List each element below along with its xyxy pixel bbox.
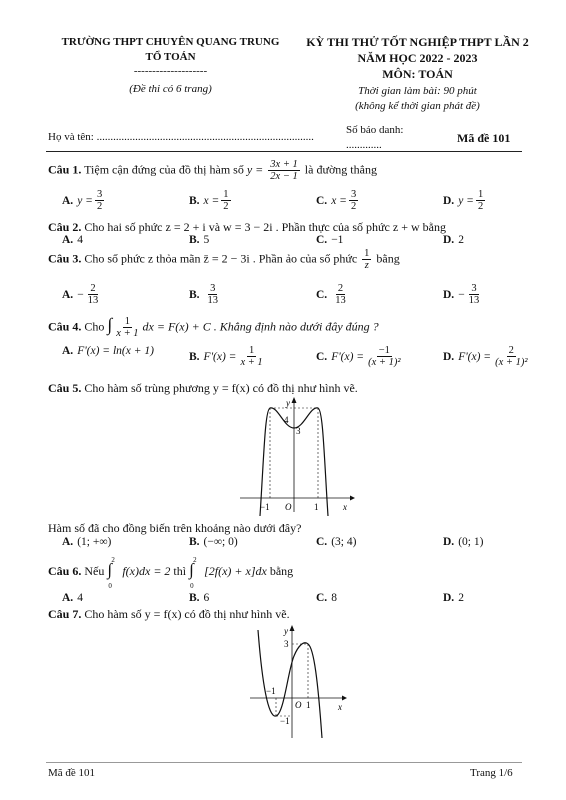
option-5d[interactable]: D. (0; 1) bbox=[443, 536, 484, 548]
cubic-graph bbox=[248, 622, 348, 740]
footer-page-number: Trang 1/6 bbox=[470, 767, 513, 779]
option-1b[interactable]: B. x = $\frac{1}{2}$ bbox=[189, 189, 229, 212]
option-4d[interactable]: D. F'(x) = $\frac{2}{\text{(x + 1)²}}$ bbox=[443, 345, 528, 368]
graph2-tick-3: 3 bbox=[284, 639, 289, 649]
question-6-text-pre: Nếu bbox=[84, 564, 105, 578]
question-1-func-lhs: y = bbox=[246, 162, 264, 177]
question-1-text: Tiệm cận đứng của đồ thị hàm số bbox=[84, 162, 244, 177]
option-6b[interactable]: B. 6 bbox=[189, 592, 210, 604]
header-dashes: -------------------- bbox=[133, 65, 208, 77]
question-6-mid: thì bbox=[173, 564, 187, 578]
option-6a[interactable]: A. 4 bbox=[62, 592, 83, 604]
graph2-y-label: y bbox=[284, 626, 288, 636]
question-7-label: Câu 7. bbox=[48, 607, 82, 621]
question-1-label: Câu 1. bbox=[48, 162, 82, 177]
graph1-tick-3: 3 bbox=[296, 426, 301, 436]
graph2-tick-1: 1 bbox=[306, 700, 311, 710]
graph2-y-arrow bbox=[290, 625, 295, 631]
student-id-dots: ............. bbox=[346, 139, 382, 151]
graph1-y-label: y bbox=[286, 398, 290, 408]
graph1-tick-4: 4 bbox=[284, 415, 289, 425]
question-1-tail: là đường thẳng bbox=[304, 162, 377, 177]
question-3-tail: bằng bbox=[376, 251, 400, 266]
option-3a[interactable]: A. − $\frac{2}{13}$ bbox=[62, 283, 99, 306]
question-6-label: Câu 6. bbox=[48, 564, 82, 578]
option-2b[interactable]: B. 5 bbox=[189, 234, 210, 246]
option-2c[interactable]: C. −1 bbox=[316, 234, 344, 246]
question-3-text: Cho số phức z thỏa mãn z̄ = 2 − 3i . Phần ảo của số phức bbox=[84, 251, 358, 266]
integral-2: 2 ∫ 0 bbox=[189, 556, 197, 590]
student-id-label: Số báo danh: bbox=[346, 124, 404, 136]
option-2a[interactable]: A. 4 bbox=[62, 234, 83, 246]
option-6d[interactable]: D. 2 bbox=[443, 592, 464, 604]
footer-divider bbox=[46, 762, 522, 763]
graph2-tick-m1: −1 bbox=[266, 686, 276, 696]
question-2-label: Câu 2. bbox=[48, 220, 82, 234]
question-5-label: Câu 5. bbox=[48, 381, 82, 395]
header-divider bbox=[46, 151, 522, 152]
integral-sign: ∫ bbox=[107, 314, 113, 335]
exam-time: Thời gian làm bài: 90 phút bbox=[358, 85, 477, 97]
question-1-func-num: 3x + 1 bbox=[270, 159, 298, 170]
graph1-x-label: x bbox=[343, 502, 347, 512]
graph1-x-arrow bbox=[350, 496, 355, 501]
graph2-x-arrow bbox=[342, 696, 347, 701]
question-6-int1: f(x)dx = 2 bbox=[122, 564, 171, 578]
graph1-tick-1: 1 bbox=[314, 502, 319, 512]
graph2-tick-ym1: −1 bbox=[280, 716, 290, 726]
question-1-func-den: 2x − 1 bbox=[270, 171, 298, 182]
integral-1: 2 ∫ 0 bbox=[107, 556, 115, 590]
question-4-label: Câu 4. bbox=[48, 319, 82, 334]
question-6-tail: bằng bbox=[269, 564, 294, 578]
question-7 bbox=[48, 607, 290, 621]
school-name: TRƯỜNG THPT CHUYÊN QUANG TRUNG bbox=[61, 36, 280, 48]
question-4-text-pre: Cho bbox=[84, 319, 105, 334]
footer-exam-code: Mã đề 101 bbox=[48, 767, 96, 779]
option-3d[interactable]: D. − $\frac{3}{13}$ bbox=[443, 283, 480, 306]
option-4c[interactable]: C. F'(x) = $\frac{-1}{\text{(x + 1)²}}$ bbox=[316, 345, 401, 368]
question-1 bbox=[48, 159, 377, 182]
graph2-x-label: x bbox=[338, 702, 342, 712]
exam-code: Mã đề 101 bbox=[457, 131, 511, 145]
option-6c[interactable]: C. 8 bbox=[316, 592, 337, 604]
option-5c[interactable]: C. (3; 4) bbox=[316, 536, 357, 548]
option-3b[interactable]: B. $\frac{3}{13}$ bbox=[189, 283, 219, 306]
option-1c[interactable]: C. x = $\frac{3}{2}$ bbox=[316, 189, 357, 212]
graph2-origin: O bbox=[295, 700, 302, 710]
graph1-origin: O bbox=[285, 502, 292, 512]
question-2-text: Cho hai số phức z = 2 + i và w = 3 − 2i . Phần thực của số phức z + w bằng bbox=[84, 220, 446, 234]
option-1d[interactable]: D. y = $\frac{1}{2}$ bbox=[443, 189, 484, 212]
option-2d[interactable]: D. 2 bbox=[443, 234, 464, 246]
question-5 bbox=[48, 381, 358, 395]
subject: MÔN: TOÁN bbox=[382, 67, 453, 81]
exam-time-note: (không kể thời gian phát đề) bbox=[355, 100, 480, 112]
option-1a[interactable]: A. y = $\frac{3}{2}$ bbox=[62, 189, 103, 212]
graph1-tick-m1: −1 bbox=[260, 502, 270, 512]
question-4: Câu 4. Cho ∫ $\frac{1}{x + 1}$ dx = F(x) + C . Khẳng định nào dưới đây đúng ? bbox=[48, 314, 379, 339]
quartic-graph bbox=[236, 394, 356, 516]
option-5b[interactable]: B. (−∞; 0) bbox=[189, 536, 238, 548]
graph2-curve bbox=[258, 630, 322, 738]
question-3: Câu 3. Cho số phức z thỏa mãn z̄ = 2 − 3i . Phần ảo của số phức $\frac{1}{z}$ bằng bbox=[48, 248, 400, 271]
school-year: NĂM HỌC 2022 - 2023 bbox=[357, 51, 478, 65]
question-5-text: Cho hàm số trùng phương y = f(x) có đồ thị như hình vẽ. bbox=[84, 381, 358, 395]
student-name-line: Họ và tên: ............................................................................... bbox=[48, 131, 314, 143]
question-3-label: Câu 3. bbox=[48, 251, 82, 266]
question-4-text-post: dx = F(x) + C . Khẳng định nào dưới đây đúng ? bbox=[142, 319, 379, 334]
option-5a[interactable]: A. (1; +∞) bbox=[62, 536, 112, 548]
question-2 bbox=[48, 220, 446, 234]
question-6 bbox=[48, 556, 294, 590]
question-5-prompt: Hàm số đã cho đồng biến trên khoảng nào dưới đây? bbox=[48, 521, 302, 535]
option-3c[interactable]: C. $\frac{2}{13}$ bbox=[316, 283, 346, 306]
option-4b[interactable]: B. F'(x) = $\frac{1}{x + 1}$ bbox=[189, 345, 263, 368]
option-4a[interactable]: A. F'(x) = ln(x + 1) bbox=[62, 345, 154, 357]
graph1-y-arrow bbox=[292, 397, 297, 403]
question-6-int2: [2f(x) + x]dx bbox=[204, 564, 267, 578]
department-name: TỔ TOÁN bbox=[145, 51, 196, 63]
exam-title: KỲ THI THỬ TỐT NGHIỆP THPT LẦN 2 bbox=[306, 35, 529, 49]
question-7-text: Cho hàm số y = f(x) có đồ thị như hình vẽ. bbox=[84, 607, 290, 621]
pages-note: (Đề thi có 6 trang) bbox=[129, 83, 212, 95]
